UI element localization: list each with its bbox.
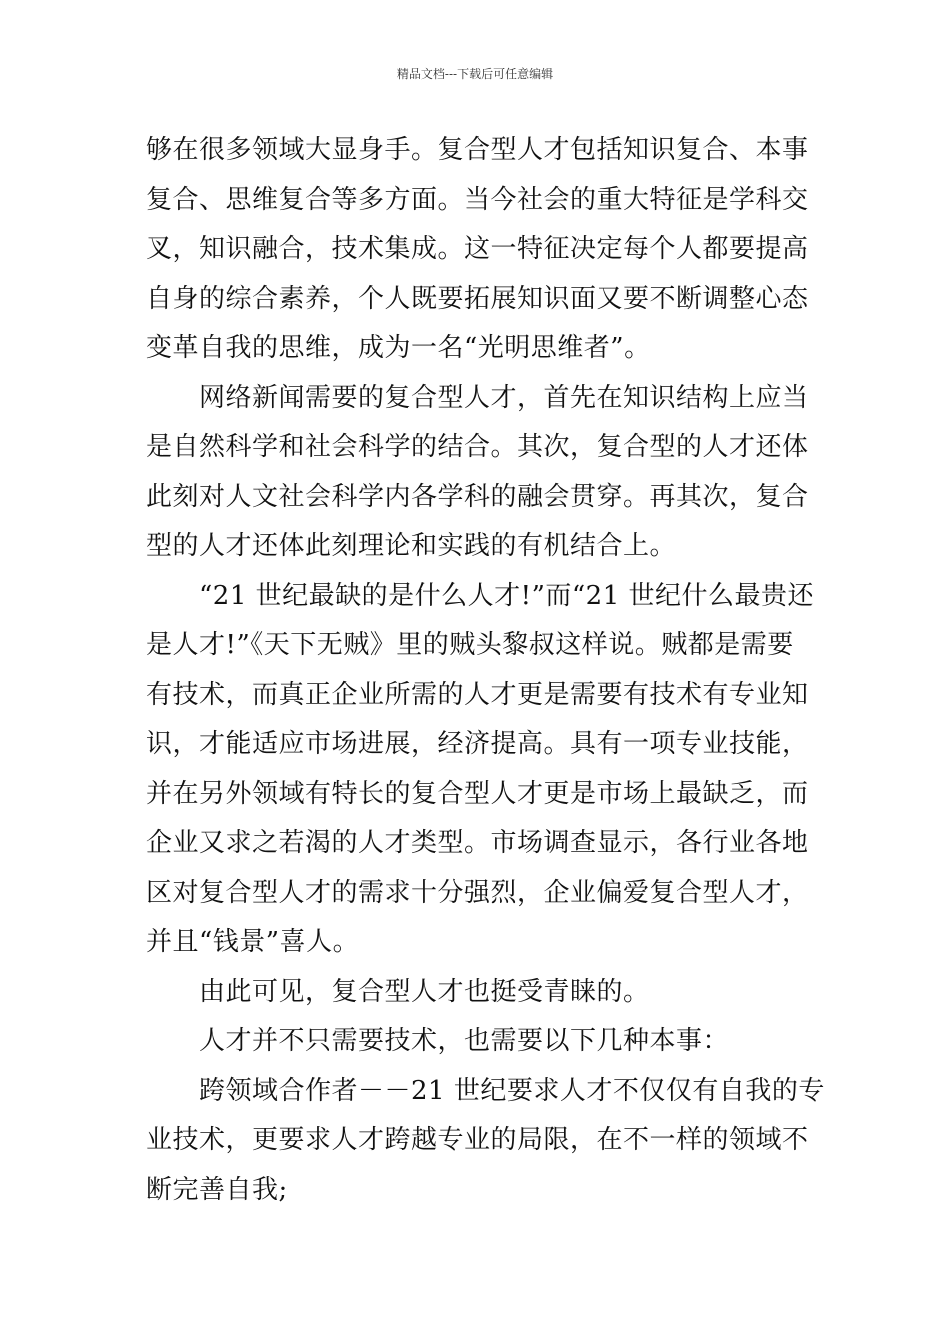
text-line: 自身的综合素养，个人既要拓展知识面又要不断调整心态 <box>146 283 809 314</box>
text-line: 复合、思维复合等多方面。当今社会的重大特征是学科交 <box>146 184 809 215</box>
text-line: 识，才能适应市场进展，经济提高。具有一项专业技能， <box>146 729 809 759</box>
text-line: 断完善自我; <box>146 1174 288 1205</box>
text-line: 企业又求之若渴的人才类型。市场调查显示，各行业各地 <box>146 828 809 858</box>
text-line: 叉，知识融合，技术集成。这一特征决定每个人都要提高 <box>146 234 809 264</box>
text-line: 是人才!”《天下无贼》里的贼头黎叔这样说。贼都是需要 <box>146 630 794 660</box>
text-line: 有技术，而真正企业所需的人才更是需要有技术有专业知 <box>146 679 809 710</box>
page-header: 精品文档---下载后可任意编辑 <box>396 67 554 81</box>
text-line: 够在很多领域大显身手。复合型人才包括知识复合、本事 <box>146 135 809 165</box>
text-line: 区对复合型人才的需求十分强烈，企业偏爱复合型人才， <box>146 877 809 908</box>
paragraph-first-line: 网络新闻需要的复合型人才，首先在知识结构上应当 <box>199 382 809 413</box>
text-line: 并在另外领域有特长的复合型人才更是市场上最缺乏，而 <box>146 778 809 809</box>
paragraph-first-line: 由此可见，复合型人才也挺受青睐的。 <box>199 976 650 1007</box>
paragraph-first-line: 跨领域合作者－－21 世纪要求人才不仅仅有自我的专 <box>199 1075 825 1106</box>
paragraph-first-line: “21 世纪最缺的是什么人才!”而“21 世纪什么最贵还 <box>199 580 815 611</box>
text-line: 并且“钱景”喜人。 <box>146 927 360 957</box>
text-line: 业技术，更要求人才跨越专业的局限，在不一样的领域不 <box>146 1125 809 1155</box>
text-line: 型的人才还体此刻理论和实践的有机结合上。 <box>146 531 677 561</box>
text-line: 是自然科学和社会科学的结合。其次，复合型的人才还体 <box>146 432 809 462</box>
text-line: 此刻对人文社会科学内各学科的融会贯穿。再其次，复合 <box>146 481 809 512</box>
paragraph-first-line: 人才并不只需要技术，也需要以下几种本事： <box>199 1026 730 1056</box>
text-line: 变革自我的思维，成为一名“光明思维者”。 <box>146 333 651 363</box>
document-body <box>146 126 825 1215</box>
